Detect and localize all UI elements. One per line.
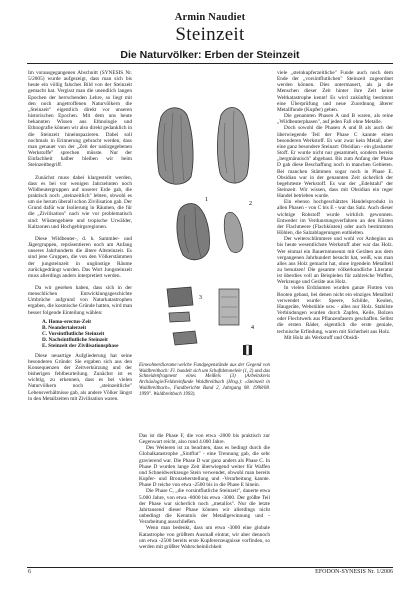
figure-label: 4 bbox=[251, 325, 254, 331]
scale-bar bbox=[243, 345, 252, 355]
text-column-left bbox=[28, 70, 132, 567]
paragraph: Zunächst muss dabei klargestellt werden, dass es bei vor wenigen Jahrzehnten noch Wildbeutergruppen auf unserer Erde gab, die praktisch noch „steinzeitlich" lebten, obwohl es um sie herum überall schon Zivilisation gab. Der Grund dafür war Isolierung in Räumen, die für die „Zivilisation" nach wie vor problematisch sind: Wüstengebiete und tropische Urwälder, Kaltzonen und Hochgebirgsregionen. bbox=[28, 174, 132, 230]
chisel-fragment bbox=[167, 287, 239, 325]
axe-fragment bbox=[177, 204, 243, 260]
paragraph: Des Weiteren ist zu beachten, dass es bedingt durch die Globalkatastrophe „Sintflut" - eine Trennung gab, die sehr gravierend war. Die Phase D war ganz anders als Phase C. In Phase D wurden lange Zeit überwiegend weiter für Waffen und Schneidwerkzeuge Stein verwendet, obwohl man bereits Kupfer- und Bronzeherstellung und -Verarbeitung kannte. Phase D reiche von etwa -2500 bis in die Phase E hinein. bbox=[139, 445, 270, 489]
blade-fragment bbox=[173, 331, 197, 345]
figure-label: 1 bbox=[205, 197, 208, 203]
paragraph: Die Phase C, „die vorsintflutliche Steinzeit", dauerte etwa 5.000 Jahre, von etwa -8000 bis etwa -3000. Der größte Teil der Phase war sicherlich noch „metallos". Nur die letzte Jahrtausend dieser Phase können wir allerdings nicht unbedingt die Kenntnis der Metallgewinnung und -Verarbeitung ausschließen. bbox=[139, 488, 270, 526]
paragraph: Im vorausgegangenen Abschnitt (SYNESIS Nr. 5/2005) wurde aufgezeigt, dass man sich bis heute ein völlig falsches Bild von der Steinzeit gemacht hat. Vergisst man die unendlich langen Epochen der herrschenden Lehre, so liegt mit den noch angetroffenen Naturvölkern die „Steinzeit" eigentlich direkt vor unseren historischen Epochen. Mit dem uns heute bekannten Wissen aus Ethnologie und Ethnografie können wir also direkt gedanklich in die Steinzeit hineinspazieren. Dabei soll nochmals in Erinnerung gebracht werden, dass man genauer von der „Zeit der natürgegebenen Werkstoffe" sprechen müsste. Nur der Einfachheit halber bleiben wir beim Steinzeitbegriff. bbox=[28, 70, 132, 169]
stone-tools-figure bbox=[139, 93, 270, 358]
paragraph: Der weiterschlimmere und wohl vor Anbeginn an bis heute wesentlichste Werkstoff aber war das Holz. Wer einmal ein Bauernmuseum mit Geräten aus dem vergangenen Jahrhundert besucht hat, weiß, was man alles aus Holz gemacht hat, ohne irgendein Metallteil zu benutzen! Die gesamte völkerkundliche Literatur ist überdies voll an Beispielen für zahlreiche Waffen, Werkzeuge und Geräte aus Holz. bbox=[277, 236, 393, 286]
article-title: Steinzeit bbox=[175, 24, 245, 45]
paragraph: Diese neuartige Aufgliederung hat seine besonderen Gründe: Sie ergaben sich aus den Konsequenzen der Zeitverkürzung und der bisherigen fehlbeurteilung. Zunächst ist es wichtig, zu erkennen, dass es bei vielen Naturvölkern noch „steinzeitliche" Lebensverhältnisse gab, als andere Völker längst in den Metallzeiten mit Zivilisation waren. bbox=[28, 352, 132, 402]
stone-tools-drawing bbox=[139, 93, 270, 358]
list-item: B. Neandertalerzeit bbox=[42, 324, 87, 331]
period-list bbox=[42, 319, 132, 350]
paragraph: Ein ebenso hochgeschätztes Handelsprodukt in allen Phasen - von C bis E - war das Salz. Auch dieser wichtige Rohstoff wurde wirklich gewonnen. Entweder im Verdunstungsverfahren an den Küsten der Flachmeere (Flachküsten) oder auch bestimmten Höhlen, die Salzablagerungen enthielten. bbox=[277, 199, 393, 237]
article-subtitle: Die Naturvölker: Erben der Steinzeit bbox=[120, 49, 300, 61]
figure-caption: Einwohnerdiorame:welche Fundgegenstände aus der Gegend von Waldbreitbach: Fl. bundelt sich um Schaftdetonelele (1, 2) und das Schneidenfragment eines Meißels (3) (Arbeitskreis Archäologie/Feldsteinfunde Waldbreitbach (Hrsg.): »Steinzeit in Waldbreitbach«, Fundberichte Band 2, Jahrgang 08. 1998/08. 1999". Waldbreitbach 1993). bbox=[139, 363, 270, 397]
paragraph: Mit Holz als Werkstoff und Obsidi- bbox=[284, 334, 360, 341]
figure-label: 2 bbox=[249, 201, 252, 207]
header-rule bbox=[27, 63, 393, 64]
paragraph: Diese Wildbeuter-, d. h. Sammler- und Jägergruppen, repräsentieren noch am Anfang unseres Jahrhunderts die ältere Altsteinzeit. Es sind jene Gruppen, die von den Völkerstämmen der jungsteinzeit in ungünstige Räume zurückgedrängt wurden. Das Wort Jungsteinzeit muss allerdings anders interpretiert werden. bbox=[28, 235, 132, 279]
paragraph: Die genannten Phasen A und B waren, als reine „Wildbeuterphasen", auf jeden Fall ohne Metalle. bbox=[277, 113, 393, 126]
paragraph: In vielen Erdräumen wurden ganze Flotten von Booten gebaut, bei denen nicht ein einziges Metallteil verwendet wurde: Speere, Schilde, Keulen, Haugeräte, Webstühle usw. - alles nur Holz. Stabilste Verbindungen wurden durch Zapfen, Keile, Bolzen oder Flechtwerk aus Pflanzenfasern geschaffen. Selbst die ersten Räder, eigentlich die erste geniale, technische Erfindung, waren mit Sicherheit aus Holz. bbox=[277, 285, 393, 335]
paragraph: Das ist die Phase F, die von etwa -2000 bis praktisch zur Gegenwart reicht, also rund 4.000 Jahre. bbox=[139, 433, 270, 446]
paragraph: Wenn man bedenkt, dass um etwa -3000 eine globale Katastrophe von größtem Ausmaß eintrat, wir aber dennoch um etwa -2500 bereits erste Kupfererzeugnisse vorfinden, so werden mit größter Wahrscheinlichkeit bbox=[139, 525, 270, 550]
figure-label: 3 bbox=[199, 295, 202, 301]
page-number: 6 bbox=[28, 569, 31, 575]
paragraph: Da wir gesehen haben, dass sich in der menschlichen Entwicklungsgeschichte Umbrüche aufgrund von Naturkatastrophen ergaben, die kosmische Gründe hatten, wird man besser folgende Einteilung wählen: bbox=[28, 285, 132, 316]
journal-issue: EFODON-SYNESIS Nr. 1/2006 bbox=[315, 569, 393, 575]
axe-head-views bbox=[157, 108, 249, 185]
paragraph: Doch sowohl die Phasen A und B als auch der überwiegende Teil der Phase C kannte einen besonderen Werkstoff. Es war zwar kein Metall, aber eine ganz besondere Steinart: Obsidian - ein glasharter Stoff. Er wurde nicht nur gesammelt, sondern bereits „bergmännisch" abgebaut. Bis zum Anfang der Phase D gab diese Beschaffung noch in manchen Gebieten. Bei manchen Stämmen sogar noch in Phase E. Obsidian war in der genannten Zeit sicherlich der begehrteste Werkstoff. Es war der „Edelstahl" der Steinzeit. Wir wissen, dass mit Obsidian ein reger Handel betrieben wurde. bbox=[277, 125, 393, 200]
paragraph: viele „steinkupferzeitliche" Funde auch noch dem Ende der „vorsintflutlichen" Steinzeit zugeordnet werden können. Dies untermauert, als ja die Menschen dieser Zeit hinter ihre Zeit keine Weltkatastrophe kennt! Es wird zukünftig bestimmt eine Überprüfung und neue Zuordnung älterer Metallfunde (Kupfer) geben. bbox=[277, 70, 393, 113]
author-name: Armin Naudiet bbox=[174, 12, 246, 23]
text-column-middle bbox=[139, 433, 270, 567]
list-item: C. Vorsintflutliche Steinzeit bbox=[42, 331, 105, 338]
list-item: E. Steinzeit der Zivilisationsphase bbox=[42, 343, 119, 350]
text-column-right bbox=[277, 70, 393, 567]
list-item: A. Homo-erectus-Zeit bbox=[42, 318, 92, 325]
list-item: D. Nachsintflutliche Steinzeit bbox=[42, 337, 108, 344]
footer-rule bbox=[27, 567, 393, 568]
